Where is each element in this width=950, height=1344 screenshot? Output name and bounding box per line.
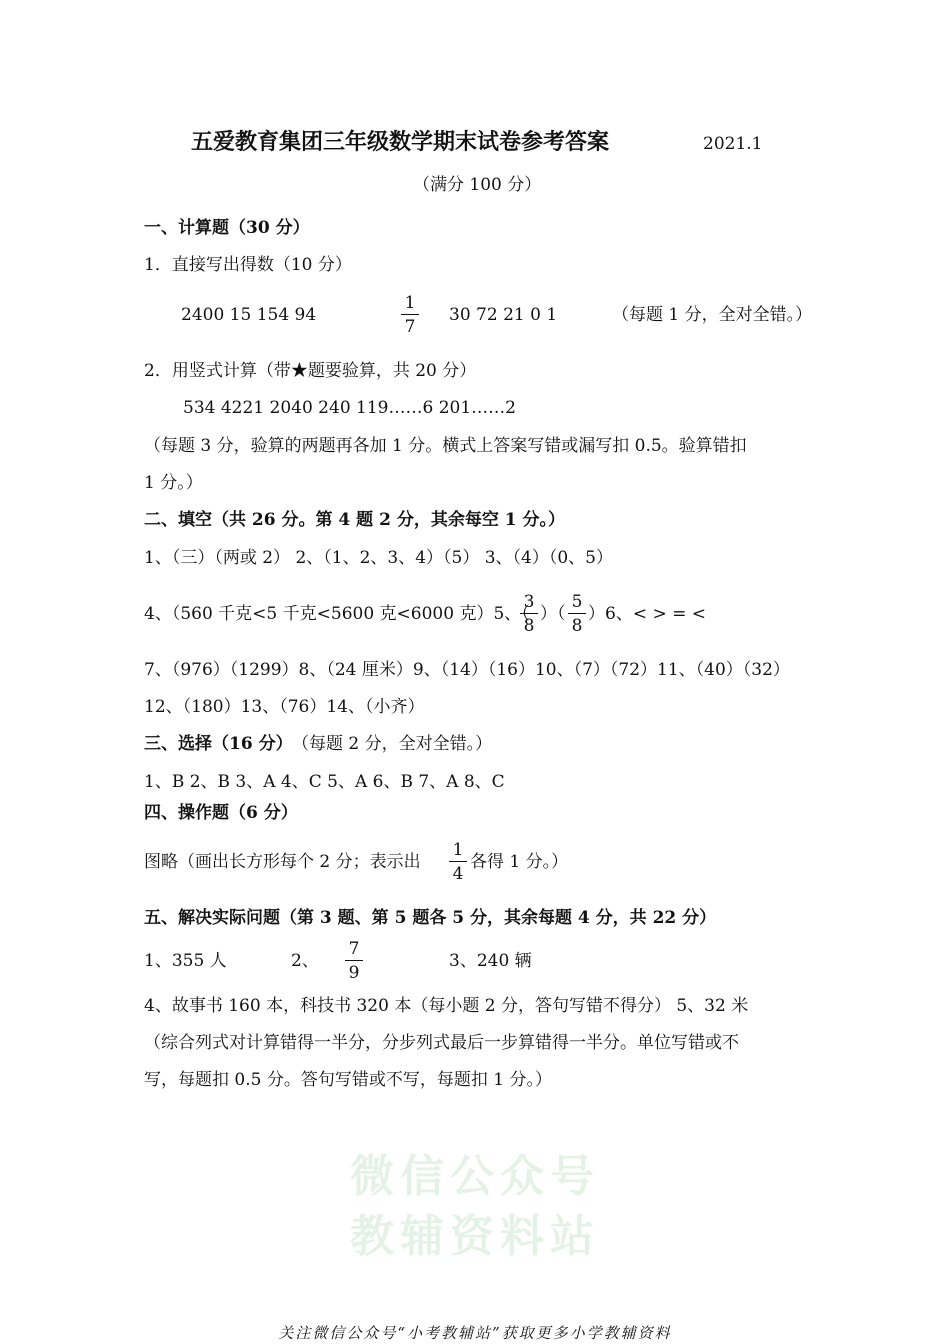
fill-fraction-b: [568, 592, 586, 636]
footer-note: 关注微信公众号“小考教辅站”获取更多小学教辅资料: [278, 1324, 672, 1342]
fraction-bar: [568, 613, 586, 614]
fraction-bar: [401, 314, 419, 315]
q2-title: 2．用竖式计算（带★题要验算，共 20 分）: [144, 361, 477, 381]
problem-note-1: （综合列式对计算错得一半分，分步列式最后一步算错得一半分。单位写错或不: [144, 1033, 739, 1053]
fill-row-3: 7、（976）（1299）8、（24 厘米）9、（14）（16）10、（7）（72）11、（40）（32）: [144, 660, 790, 680]
q1-title: 1．直接写出得数（10 分）: [144, 255, 352, 275]
q1-fraction-num: 1: [404, 293, 416, 313]
fill-fraction-b-num: 5: [571, 592, 583, 612]
problem-answer-3: 3、240 辆: [449, 951, 532, 971]
section4-heading: 四、操作题（6 分）: [144, 803, 298, 823]
choice-answers: 1、B 2、B 3、A 4、C 5、A 6、B 7、A 8、C: [144, 772, 505, 792]
section3-heading-note: （每题 2 分，全对全错。）: [292, 734, 493, 754]
q1-fraction: [401, 293, 419, 337]
problem-note-2: 写，每题扣 0.5 分。答句写错或不写，每题扣 1 分。）: [144, 1070, 552, 1090]
page-title: 五爱教育集团三年级数学期末试卷参考答案: [191, 129, 610, 155]
problem-answer-2-fraction: [345, 939, 363, 983]
operation-text-a: 图略（画出长方形每个 2 分；表示出: [144, 852, 421, 872]
operation-fraction: [449, 840, 467, 884]
operation-text-b: 各得 1 分。）: [470, 852, 569, 872]
section2-heading: 二、填空（共 26 分。第 4 题 2 分，其余每空 1 分。）: [144, 510, 565, 530]
operation-fraction-num: 1: [452, 840, 464, 860]
fill-row-2a: 4、（560 千克<5 千克<5600 克<6000 克）5、（: [144, 604, 530, 624]
q2-note-2: 1 分。）: [144, 473, 203, 493]
fraction-bar: [520, 613, 538, 614]
fill-row-2b: ）6、< > = <: [588, 604, 707, 624]
fill-row-2-mid: ）（: [540, 604, 566, 624]
fill-fraction-a-den: 8: [523, 616, 535, 636]
section3-heading: 三、选择（16 分）: [144, 734, 293, 754]
fill-row-1: 1、（三）（两或 2） 2、（1、2、3、4）（5） 3、（4）（0、5）: [144, 548, 614, 568]
section5-heading: 五、解决实际问题（第 3 题、第 5 题各 5 分，其余每题 4 分，共 22 分）: [144, 908, 717, 928]
operation-fraction-den: 4: [452, 864, 464, 884]
fraction-bar: [449, 861, 467, 862]
q1-answers-a: 2400 15 154 94: [181, 305, 317, 325]
q2-note-1: （每题 3 分，验算的两题再各加 1 分。横式上答案写错或漏写扣 0.5。验算错扣: [144, 436, 747, 456]
fill-row-4: 12、（180）13、（76）14、（小齐）: [144, 697, 425, 717]
watermark-line-1: 微信公众号: [350, 1151, 600, 1202]
fraction-bar: [345, 960, 363, 961]
watermark-line-2: 教辅资料站: [350, 1211, 600, 1262]
problem-fraction-den: 9: [348, 963, 360, 983]
fill-fraction-a-num: 3: [523, 592, 535, 612]
q2-answers: 534 4221 2040 240 119……6 201……2: [183, 398, 516, 418]
fill-fraction-a: [520, 592, 538, 636]
q1-fraction-den: 7: [404, 317, 416, 337]
problem-answer-4: 4、故事书 160 本，科技书 320 本（每小题 2 分，答句写错不得分） 5、32 米: [144, 996, 749, 1016]
q1-note: （每题 1 分，全对全错。）: [612, 305, 813, 325]
full-score: （满分 100 分）: [413, 175, 542, 195]
problem-fraction-num: 7: [348, 939, 360, 959]
date: 2021.1: [703, 134, 763, 154]
q1-answers-b: 30 72 21 0 1: [449, 305, 558, 325]
fill-fraction-b-den: 8: [571, 616, 583, 636]
problem-answer-2-label: 2、: [291, 951, 319, 971]
section1-heading: 一、计算题（30 分）: [144, 218, 310, 238]
problem-answer-1: 1、355 人: [144, 951, 227, 971]
